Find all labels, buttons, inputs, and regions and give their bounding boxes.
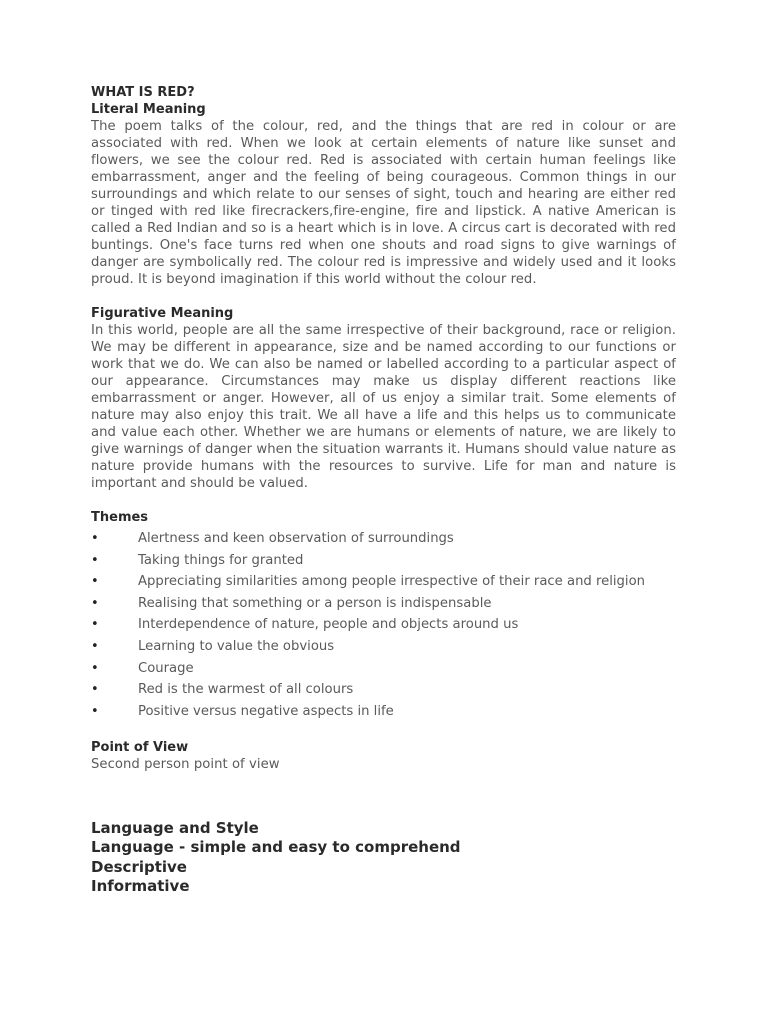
theme-text: Courage	[138, 660, 194, 676]
bullet-icon: •	[91, 552, 99, 568]
theme-text: Red is the warmest of all colours	[138, 682, 354, 698]
literal-meaning-text: The poem talks of the colour, red, and the things that are red in colour or are associated with red. When we look at certain elements of nature like sunset and flowers, we see the colour red. Red is associated with certain human feelings like embarrassment, anger and the feeling of being courageous. Common things in our surroundings and which relate to our senses of sight, touch and hearing are either red or tinged with red like firecrackers,fire-engine, fire and lipstick. A native American is called a Red Indian and so is a heart which is in love. A circus cart is decorated with red buntings. One's face turns red when one shouts and road signs to give warnings of danger are symbolically red. The colour red is impressive and widely used and it looks proud. It is beyond imagination if this world without the colour red.	[91, 119, 676, 287]
list-item	[91, 550, 676, 572]
theme-text: Learning to value the obvious	[138, 638, 335, 654]
theme-text: Realising that something or a person is indispensable	[138, 595, 492, 611]
theme-text: Appreciating similarities among people irrespective of their race and religion	[138, 574, 646, 590]
figurative-meaning-text: In this world, people are all the same irrespective of their background, race or religion. We may be different in appearance, size and be named according to our functions or work that we do. We can also be named or labelled according to a particular aspect of our appearance. Circumstances may make us display different reactions like embarrassment or anger. However, all of us enjoy a similar trait. Some elements of nature may also enjoy this trait. We all have a life and this helps us to communicate and value each other. Whether we are humans or elements of nature, we are likely to give warnings of danger when the situation warrants it. Humans should value nature as nature provide humans with the resources to survive. Life for man and nature is important and should be valued.	[91, 323, 676, 491]
language-style-heading: Language and Style	[91, 819, 259, 838]
list-item	[91, 679, 676, 701]
list-item	[91, 614, 676, 636]
list-item	[91, 571, 676, 593]
bullet-icon: •	[91, 660, 99, 676]
list-item	[91, 636, 676, 658]
list-item	[91, 528, 676, 550]
list-item	[91, 593, 676, 615]
literal-meaning-heading: Literal Meaning	[91, 102, 206, 117]
point-of-view-text: Second person point of view	[91, 757, 280, 773]
theme-text: Taking things for granted	[138, 552, 304, 568]
bullet-icon: •	[91, 703, 99, 719]
themes-list	[91, 528, 676, 722]
list-item	[91, 701, 676, 723]
spacer	[91, 288, 676, 305]
theme-text: Positive versus negative aspects in life	[138, 703, 394, 719]
bullet-icon: •	[91, 531, 99, 546]
bullet-icon: •	[91, 638, 99, 654]
language-line: Language - simple and easy to comprehend	[91, 838, 461, 857]
bullet-icon: •	[91, 617, 99, 633]
document-title: WHAT IS RED?	[91, 85, 195, 100]
spacer	[91, 722, 676, 739]
theme-text: Alertness and keen observation of surroundings	[138, 531, 454, 546]
bullet-icon: •	[91, 574, 99, 590]
themes-heading: Themes	[91, 510, 149, 525]
theme-text: Interdependence of nature, people and objects around us	[138, 617, 519, 633]
point-of-view-heading: Point of View	[91, 740, 189, 756]
spacer	[91, 492, 676, 509]
language-line: Informative	[91, 877, 190, 896]
spacer	[91, 773, 676, 819]
document-page	[91, 84, 676, 897]
bullet-icon: •	[91, 595, 99, 611]
list-item	[91, 658, 676, 680]
language-line: Descriptive	[91, 857, 187, 876]
figurative-meaning-heading: Figurative Meaning	[91, 306, 234, 321]
bullet-icon: •	[91, 682, 99, 698]
